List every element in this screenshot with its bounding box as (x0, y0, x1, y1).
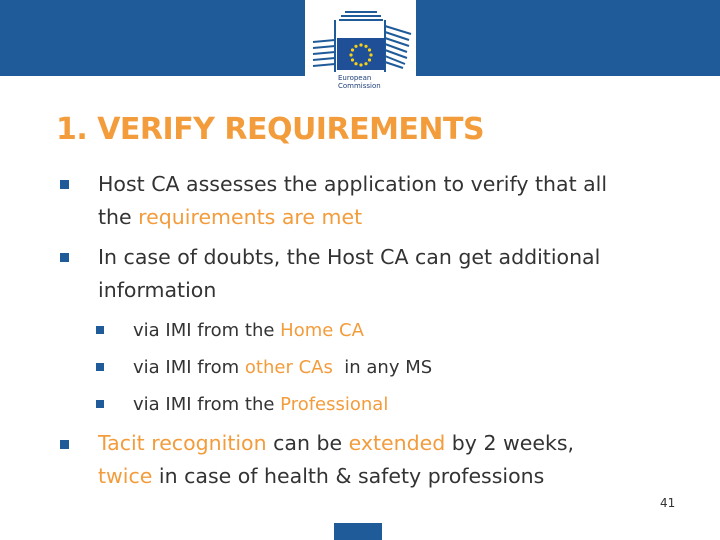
logo-text (338, 74, 381, 90)
logo-line-commission: Commission (338, 82, 381, 90)
sub-bullet-1-prefix: via IMI from the (133, 320, 281, 341)
sub-bullet-1-highlight: Home CA (280, 320, 364, 341)
sub-bullet-3-highlight: Professional (280, 394, 389, 415)
sub-bullet-3 (133, 386, 388, 423)
sub-bullet-marker (96, 363, 104, 371)
bullet-3-mid-1: can be (266, 431, 349, 455)
logo-line-european: European (338, 74, 372, 82)
bullet-2-line-1: In case of doubts, the Host CA can get additional (98, 245, 601, 269)
footer-bar (334, 523, 382, 540)
bullet-3-line-2-rest: in case of health & safety professions (152, 464, 545, 488)
bullet-1-line-2 (98, 201, 362, 234)
bullet-3-highlight-3: twice (98, 464, 153, 488)
sub-bullet-2 (133, 349, 432, 386)
sub-bullet-2-prefix: via IMI from (133, 357, 245, 378)
sub-bullet-marker (96, 326, 104, 334)
sub-bullet-3-prefix: via IMI from the (133, 394, 281, 415)
bullet-3-line-2 (98, 460, 544, 493)
bullet-1-highlight: requirements are met (138, 205, 363, 229)
sub-bullet-2-suffix: in any MS (332, 357, 433, 378)
bullet-marker (60, 180, 69, 189)
bullet-marker (60, 440, 69, 449)
bullet-1-line-2-prefix: the (98, 205, 139, 229)
sub-bullet-2-highlight: other CAs (244, 357, 333, 378)
sub-bullet-marker (96, 400, 104, 408)
bullet-1-line-1: Host CA assesses the application to verify that all (98, 172, 608, 196)
sub-bullet-1 (133, 312, 364, 349)
bullet-2-line-2: information (98, 278, 217, 302)
slide-title: 1. VERIFY REQUIREMENTS (56, 112, 485, 147)
page-number: 41 (660, 496, 676, 510)
bullet-3-mid-2: by 2 weeks, (445, 431, 575, 455)
bullet-3-line-1 (98, 427, 574, 460)
bullet-3-highlight-2: extended (348, 431, 446, 455)
bullet-3-highlight-1: Tacit recognition (98, 431, 267, 455)
eu-commission-logo (305, 0, 416, 102)
bullet-marker (60, 253, 69, 262)
